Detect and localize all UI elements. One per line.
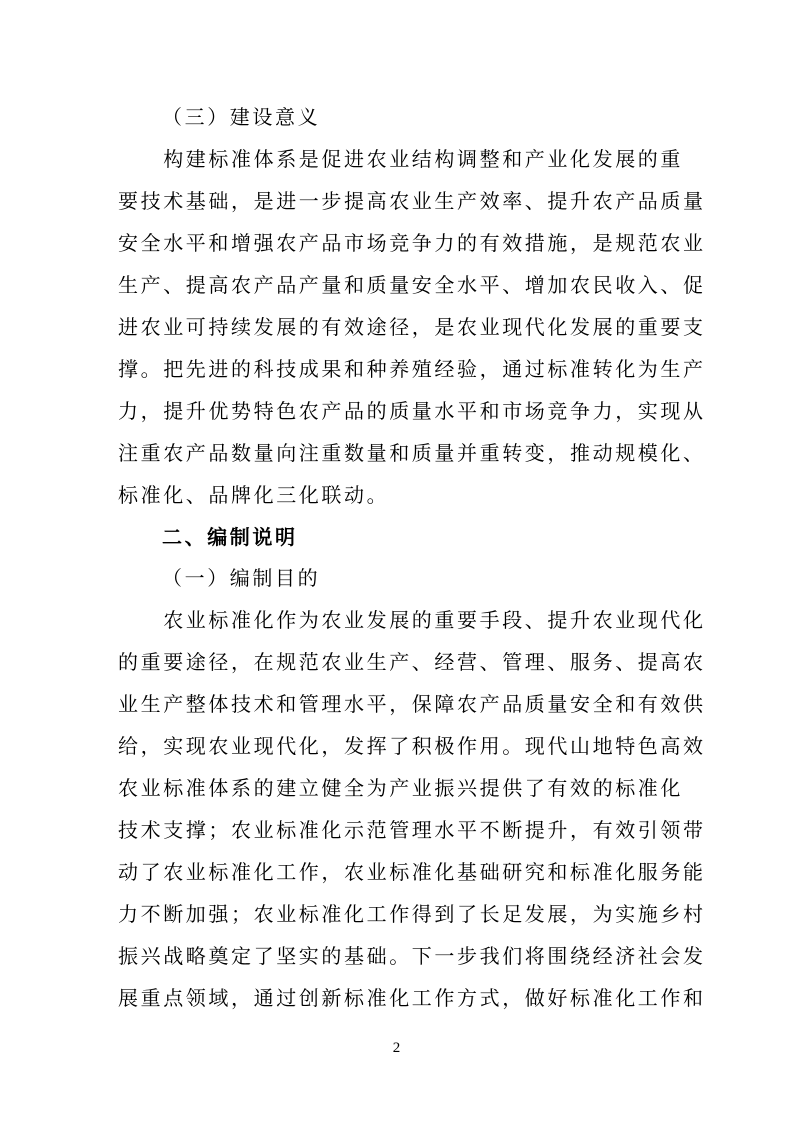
chapter-heading-compilation-notes: 二、编制说明: [162, 525, 298, 549]
paragraph-line: 力，提升优势特色农产品的质量水平和市场竞争力，实现从: [118, 399, 706, 423]
paragraph-line: 构建标准体系是促进农业结构调整和产业化发展的重: [118, 147, 683, 171]
paragraph-line: 安全水平和增强农产品市场竞争力的有效措施，是规范农业: [118, 231, 706, 255]
paragraph-line: 进农业可持续发展的有效途径，是农业现代化发展的重要支: [118, 315, 706, 339]
paragraph-line: 给，实现农业现代化，发挥了积极作用。现代山地特色高效: [118, 734, 706, 758]
paragraph-line: 力不断加强；农业标准化工作得到了长足发展，为实施乡村: [118, 902, 706, 926]
paragraph-line: 业生产整体技术和管理水平，保障农产品质量安全和有效供: [118, 692, 706, 716]
paragraph-line: 展重点领域，通过创新标准化工作方式，做好标准化工作和: [118, 986, 706, 1010]
paragraph-line: 要技术基础，是进一步提高农业生产效率、提升农产品质量: [118, 189, 706, 213]
paragraph-line: 撑。把先进的科技成果和种养殖经验，通过标准转化为生产: [118, 357, 706, 381]
paragraph-line: 农业标准化作为农业发展的重要手段、提升农业现代化: [118, 608, 706, 632]
paragraph-line: 的重要途径，在规范农业生产、经营、管理、服务、提高农: [118, 650, 706, 674]
section-heading-significance: （三）建设意义: [162, 105, 321, 129]
paragraph-line: 技术支撑；农业标准化示范管理水平不断提升，有效引领带: [118, 818, 706, 842]
paragraph-line: 注重农产品数量向注重数量和质量并重转变，推动规模化、: [118, 441, 706, 465]
section-heading-purpose: （一）编制目的: [162, 566, 321, 590]
paragraph-line: 生产、提高农产品产量和质量安全水平、增加农民收入、促: [118, 273, 706, 297]
page-number: 2: [392, 1040, 401, 1056]
paragraph-line: 振兴战略奠定了坚实的基础。下一步我们将围绕经济社会发: [118, 944, 706, 968]
paragraph-line: 标准化、品牌化三化联动。: [118, 483, 390, 507]
paragraph-line: 农业标准体系的建立健全为产业振兴提供了有效的标准化: [118, 776, 683, 800]
paragraph-line: 动了农业标准化工作，农业标准化基础研究和标准化服务能: [118, 860, 706, 884]
